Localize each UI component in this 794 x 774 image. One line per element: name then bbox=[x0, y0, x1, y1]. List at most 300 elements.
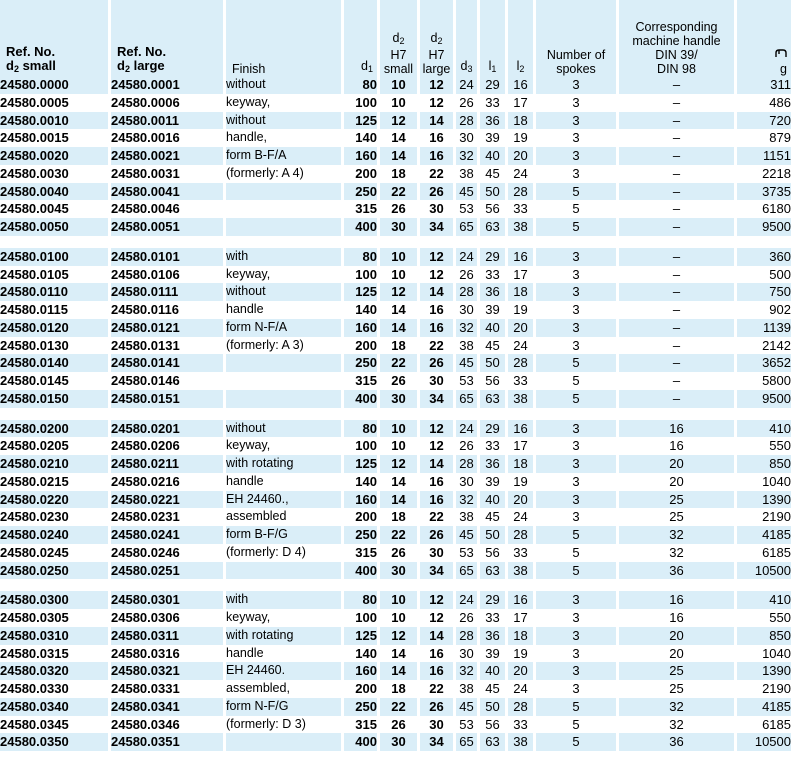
cell-machine-handle: – bbox=[619, 165, 734, 183]
cell-machine-handle: – bbox=[619, 147, 734, 165]
cell-l1: 39 bbox=[480, 129, 505, 147]
cell-ref-small: 24580.0110 bbox=[0, 283, 108, 301]
cell-weight: 311 bbox=[737, 76, 791, 94]
cell-ref-small: 24580.0120 bbox=[0, 319, 108, 337]
cell-ref-large: 24580.0201 bbox=[111, 420, 223, 438]
cell-weight: 9500 bbox=[737, 218, 791, 236]
cell-spokes: 3 bbox=[536, 266, 616, 284]
cell-weight: 550 bbox=[737, 437, 791, 455]
separator-cell bbox=[508, 236, 533, 248]
separator-cell bbox=[420, 579, 453, 591]
cell-machine-handle: 36 bbox=[619, 733, 734, 751]
cell-weight: 360 bbox=[737, 248, 791, 266]
cell-l2: 38 bbox=[508, 390, 533, 408]
cell-l2: 19 bbox=[508, 301, 533, 319]
cell-d3: 38 bbox=[456, 165, 477, 183]
cell-spokes: 5 bbox=[536, 698, 616, 716]
cell-weight: 6185 bbox=[737, 544, 791, 562]
cell-d2-small: 22 bbox=[380, 183, 417, 201]
weight-icon bbox=[775, 48, 787, 62]
cell-ref-large: 24580.0116 bbox=[111, 301, 223, 319]
col-d2-small: $d_2$ H7 small bbox=[380, 0, 417, 76]
cell-d1: 250 bbox=[344, 183, 377, 201]
cell-d2-small: 12 bbox=[380, 455, 417, 473]
cell-l2: 33 bbox=[508, 200, 533, 218]
cell-finish: assembled, bbox=[226, 680, 341, 698]
cell-machine-handle: – bbox=[619, 301, 734, 319]
cell-d1: 80 bbox=[344, 76, 377, 94]
cell-spokes: 3 bbox=[536, 627, 616, 645]
cell-machine-handle: 25 bbox=[619, 680, 734, 698]
cell-finish bbox=[226, 218, 341, 236]
cell-d2-small: 26 bbox=[380, 200, 417, 218]
cell-l1: 63 bbox=[480, 390, 505, 408]
table-row bbox=[0, 319, 791, 337]
cell-ref-large: 24580.0246 bbox=[111, 544, 223, 562]
cell-d2-large: 16 bbox=[420, 662, 453, 680]
cell-d2-small: 30 bbox=[380, 218, 417, 236]
cell-d3: 32 bbox=[456, 319, 477, 337]
cell-finish: (formerly: A 4) bbox=[226, 165, 341, 183]
cell-ref-small: 24580.0245 bbox=[0, 544, 108, 562]
table-row bbox=[0, 283, 791, 301]
cell-d2-large: 16 bbox=[420, 129, 453, 147]
separator-cell bbox=[344, 236, 377, 248]
separator-cell bbox=[226, 408, 341, 420]
cell-d3: 28 bbox=[456, 627, 477, 645]
cell-d3: 26 bbox=[456, 266, 477, 284]
table-row bbox=[0, 266, 791, 284]
separator-cell bbox=[508, 408, 533, 420]
cell-d1: 125 bbox=[344, 455, 377, 473]
cell-spokes: 3 bbox=[536, 455, 616, 473]
cell-spokes: 5 bbox=[536, 544, 616, 562]
cell-weight: 550 bbox=[737, 609, 791, 627]
col-weight: g bbox=[737, 0, 791, 76]
cell-ref-large: 24580.0321 bbox=[111, 662, 223, 680]
cell-l1: 63 bbox=[480, 733, 505, 751]
cell-d1: 100 bbox=[344, 609, 377, 627]
cell-ref-small: 24580.0045 bbox=[0, 200, 108, 218]
cell-l2: 17 bbox=[508, 266, 533, 284]
cell-d3: 65 bbox=[456, 562, 477, 580]
cell-l1: 50 bbox=[480, 526, 505, 544]
cell-machine-handle: – bbox=[619, 266, 734, 284]
cell-weight: 1139 bbox=[737, 319, 791, 337]
cell-spokes: 3 bbox=[536, 94, 616, 112]
cell-spokes: 3 bbox=[536, 112, 616, 130]
cell-machine-handle: – bbox=[619, 354, 734, 372]
cell-finish: handle bbox=[226, 473, 341, 491]
cell-machine-handle: 16 bbox=[619, 420, 734, 438]
separator-cell bbox=[420, 236, 453, 248]
cell-d2-small: 22 bbox=[380, 354, 417, 372]
separator-cell bbox=[420, 408, 453, 420]
cell-finish: (formerly: D 3) bbox=[226, 716, 341, 734]
separator-cell bbox=[536, 579, 616, 591]
separator-cell bbox=[111, 579, 223, 591]
cell-finish: without bbox=[226, 112, 341, 130]
cell-d2-large: 22 bbox=[420, 165, 453, 183]
cell-machine-handle: 20 bbox=[619, 455, 734, 473]
cell-ref-large: 24580.0021 bbox=[111, 147, 223, 165]
cell-finish: handle bbox=[226, 301, 341, 319]
cell-spokes: 3 bbox=[536, 437, 616, 455]
cell-l1: 40 bbox=[480, 319, 505, 337]
cell-weight: 410 bbox=[737, 591, 791, 609]
cell-finish: assembled bbox=[226, 508, 341, 526]
cell-finish: form N-F/A bbox=[226, 319, 341, 337]
table-row bbox=[0, 680, 791, 698]
cell-weight: 902 bbox=[737, 301, 791, 319]
cell-machine-handle: – bbox=[619, 283, 734, 301]
cell-d1: 315 bbox=[344, 200, 377, 218]
cell-ref-small: 24580.0050 bbox=[0, 218, 108, 236]
cell-d2-large: 12 bbox=[420, 437, 453, 455]
cell-machine-handle: 16 bbox=[619, 609, 734, 627]
cell-d2-large: 14 bbox=[420, 112, 453, 130]
cell-l2: 38 bbox=[508, 218, 533, 236]
cell-d1: 80 bbox=[344, 420, 377, 438]
cell-finish: handle bbox=[226, 645, 341, 663]
cell-ref-large: 24580.0231 bbox=[111, 508, 223, 526]
cell-d1: 125 bbox=[344, 112, 377, 130]
cell-finish bbox=[226, 390, 341, 408]
cell-l1: 36 bbox=[480, 455, 505, 473]
cell-ref-large: 24580.0111 bbox=[111, 283, 223, 301]
cell-ref-large: 24580.0131 bbox=[111, 337, 223, 355]
cell-d2-large: 16 bbox=[420, 147, 453, 165]
cell-finish bbox=[226, 200, 341, 218]
cell-l2: 16 bbox=[508, 591, 533, 609]
cell-l2: 17 bbox=[508, 609, 533, 627]
cell-ref-large: 24580.0331 bbox=[111, 680, 223, 698]
separator-cell bbox=[344, 579, 377, 591]
col-d3: $d_3$ bbox=[456, 0, 477, 76]
cell-d2-small: 14 bbox=[380, 491, 417, 509]
table-row bbox=[0, 301, 791, 319]
cell-finish: keyway, bbox=[226, 266, 341, 284]
cell-ref-large: 24580.0006 bbox=[111, 94, 223, 112]
cell-ref-small: 24580.0310 bbox=[0, 627, 108, 645]
table-row bbox=[0, 733, 791, 751]
separator-cell bbox=[344, 408, 377, 420]
cell-ref-small: 24580.0015 bbox=[0, 129, 108, 147]
table-row bbox=[0, 112, 791, 130]
cell-d3: 45 bbox=[456, 698, 477, 716]
cell-d2-small: 14 bbox=[380, 319, 417, 337]
cell-d2-small: 10 bbox=[380, 609, 417, 627]
cell-finish: without bbox=[226, 76, 341, 94]
cell-l2: 24 bbox=[508, 165, 533, 183]
cell-d2-small: 18 bbox=[380, 680, 417, 698]
cell-ref-small: 24580.0150 bbox=[0, 390, 108, 408]
table-row bbox=[0, 354, 791, 372]
cell-ref-small: 24580.0350 bbox=[0, 733, 108, 751]
cell-ref-large: 24580.0031 bbox=[111, 165, 223, 183]
cell-l2: 28 bbox=[508, 354, 533, 372]
cell-ref-large: 24580.0151 bbox=[111, 390, 223, 408]
col-d2-large: $d_2$ H7 large bbox=[420, 0, 453, 76]
table-row bbox=[0, 76, 791, 94]
cell-weight: 1151 bbox=[737, 147, 791, 165]
cell-d3: 38 bbox=[456, 680, 477, 698]
cell-finish: EH 24460., bbox=[226, 491, 341, 509]
cell-ref-small: 24580.0315 bbox=[0, 645, 108, 663]
cell-ref-small: 24580.0220 bbox=[0, 491, 108, 509]
cell-finish: with rotating bbox=[226, 627, 341, 645]
cell-machine-handle: 32 bbox=[619, 716, 734, 734]
table-row bbox=[0, 200, 791, 218]
cell-l2: 17 bbox=[508, 94, 533, 112]
cell-machine-handle: – bbox=[619, 337, 734, 355]
cell-ref-large: 24580.0306 bbox=[111, 609, 223, 627]
table-row bbox=[0, 491, 791, 509]
cell-ref-small: 24580.0010 bbox=[0, 112, 108, 130]
cell-ref-large: 24580.0346 bbox=[111, 716, 223, 734]
cell-l2: 38 bbox=[508, 562, 533, 580]
cell-l2: 20 bbox=[508, 491, 533, 509]
cell-d2-small: 30 bbox=[380, 390, 417, 408]
cell-ref-small: 24580.0330 bbox=[0, 680, 108, 698]
table-row bbox=[0, 455, 791, 473]
cell-d1: 400 bbox=[344, 733, 377, 751]
cell-l1: 33 bbox=[480, 266, 505, 284]
cell-spokes: 5 bbox=[536, 716, 616, 734]
cell-weight: 4185 bbox=[737, 526, 791, 544]
cell-d3: 53 bbox=[456, 716, 477, 734]
separator-cell bbox=[536, 408, 616, 420]
cell-finish: form B-F/G bbox=[226, 526, 341, 544]
cell-d2-large: 26 bbox=[420, 526, 453, 544]
cell-d2-small: 12 bbox=[380, 112, 417, 130]
cell-weight: 410 bbox=[737, 420, 791, 438]
table-row bbox=[0, 562, 791, 580]
cell-d3: 24 bbox=[456, 420, 477, 438]
cell-d2-small: 30 bbox=[380, 562, 417, 580]
cell-d1: 200 bbox=[344, 508, 377, 526]
cell-ref-small: 24580.0240 bbox=[0, 526, 108, 544]
table-row bbox=[0, 526, 791, 544]
separator-cell bbox=[619, 579, 734, 591]
cell-d1: 160 bbox=[344, 147, 377, 165]
cell-ref-small: 24580.0005 bbox=[0, 94, 108, 112]
cell-l1: 56 bbox=[480, 372, 505, 390]
cell-l2: 18 bbox=[508, 283, 533, 301]
cell-d1: 200 bbox=[344, 680, 377, 698]
cell-d3: 30 bbox=[456, 301, 477, 319]
separator-cell bbox=[619, 408, 734, 420]
cell-spokes: 3 bbox=[536, 248, 616, 266]
cell-d2-small: 10 bbox=[380, 266, 417, 284]
cell-d3: 30 bbox=[456, 129, 477, 147]
cell-l2: 20 bbox=[508, 662, 533, 680]
cell-spokes: 3 bbox=[536, 473, 616, 491]
cell-d2-small: 26 bbox=[380, 716, 417, 734]
cell-d2-small: 26 bbox=[380, 544, 417, 562]
cell-d2-large: 26 bbox=[420, 698, 453, 716]
separator-cell bbox=[226, 236, 341, 248]
cell-l1: 56 bbox=[480, 716, 505, 734]
cell-weight: 6180 bbox=[737, 200, 791, 218]
cell-ref-large: 24580.0141 bbox=[111, 354, 223, 372]
separator-cell bbox=[480, 236, 505, 248]
cell-ref-small: 24580.0215 bbox=[0, 473, 108, 491]
cell-l1: 50 bbox=[480, 183, 505, 201]
cell-d3: 65 bbox=[456, 733, 477, 751]
cell-ref-large: 24580.0106 bbox=[111, 266, 223, 284]
cell-spokes: 5 bbox=[536, 390, 616, 408]
table-row bbox=[0, 473, 791, 491]
cell-d2-large: 30 bbox=[420, 544, 453, 562]
cell-l1: 40 bbox=[480, 147, 505, 165]
cell-spokes: 5 bbox=[536, 526, 616, 544]
cell-l2: 16 bbox=[508, 76, 533, 94]
cell-spokes: 3 bbox=[536, 319, 616, 337]
separator-cell bbox=[111, 236, 223, 248]
cell-d3: 24 bbox=[456, 591, 477, 609]
table-row bbox=[0, 390, 791, 408]
cell-ref-small: 24580.0210 bbox=[0, 455, 108, 473]
cell-ref-large: 24580.0146 bbox=[111, 372, 223, 390]
cell-d2-small: 18 bbox=[380, 337, 417, 355]
table-row bbox=[0, 698, 791, 716]
cell-l1: 29 bbox=[480, 591, 505, 609]
cell-d1: 160 bbox=[344, 491, 377, 509]
cell-ref-small: 24580.0040 bbox=[0, 183, 108, 201]
cell-finish: form B-F/A bbox=[226, 147, 341, 165]
cell-l2: 16 bbox=[508, 248, 533, 266]
cell-d3: 32 bbox=[456, 662, 477, 680]
cell-d2-small: 18 bbox=[380, 508, 417, 526]
table-row bbox=[0, 337, 791, 355]
separator-cell bbox=[380, 579, 417, 591]
cell-ref-small: 24580.0000 bbox=[0, 76, 108, 94]
cell-weight: 2218 bbox=[737, 165, 791, 183]
cell-d2-large: 16 bbox=[420, 319, 453, 337]
cell-weight: 2190 bbox=[737, 508, 791, 526]
cell-d2-large: 12 bbox=[420, 591, 453, 609]
cell-l1: 36 bbox=[480, 112, 505, 130]
cell-spokes: 3 bbox=[536, 662, 616, 680]
separator-cell bbox=[480, 408, 505, 420]
cell-weight: 850 bbox=[737, 455, 791, 473]
cell-machine-handle: 20 bbox=[619, 473, 734, 491]
cell-machine-handle: 20 bbox=[619, 627, 734, 645]
table-row bbox=[0, 129, 791, 147]
cell-d1: 125 bbox=[344, 627, 377, 645]
table-row bbox=[0, 627, 791, 645]
cell-d2-small: 12 bbox=[380, 627, 417, 645]
cell-l2: 18 bbox=[508, 455, 533, 473]
cell-weight: 850 bbox=[737, 627, 791, 645]
table-row bbox=[0, 147, 791, 165]
cell-l2: 18 bbox=[508, 627, 533, 645]
cell-l2: 33 bbox=[508, 544, 533, 562]
cell-machine-handle: – bbox=[619, 319, 734, 337]
cell-d2-large: 12 bbox=[420, 248, 453, 266]
cell-d1: 125 bbox=[344, 283, 377, 301]
table-row bbox=[0, 94, 791, 112]
table-row bbox=[0, 716, 791, 734]
cell-l1: 33 bbox=[480, 609, 505, 627]
table-row bbox=[0, 248, 791, 266]
cell-l2: 19 bbox=[508, 473, 533, 491]
cell-d2-large: 16 bbox=[420, 491, 453, 509]
separator-cell bbox=[456, 408, 477, 420]
cell-d1: 200 bbox=[344, 337, 377, 355]
cell-d1: 315 bbox=[344, 716, 377, 734]
cell-ref-small: 24580.0300 bbox=[0, 591, 108, 609]
cell-ref-large: 24580.0206 bbox=[111, 437, 223, 455]
group-separator bbox=[0, 236, 791, 248]
cell-ref-large: 24580.0216 bbox=[111, 473, 223, 491]
cell-d2-large: 14 bbox=[420, 283, 453, 301]
cell-l2: 24 bbox=[508, 337, 533, 355]
cell-l2: 20 bbox=[508, 319, 533, 337]
cell-d2-large: 14 bbox=[420, 627, 453, 645]
cell-d3: 24 bbox=[456, 76, 477, 94]
cell-weight: 5800 bbox=[737, 372, 791, 390]
cell-weight: 10500 bbox=[737, 562, 791, 580]
cell-d2-large: 30 bbox=[420, 716, 453, 734]
cell-d1: 80 bbox=[344, 248, 377, 266]
cell-weight: 3735 bbox=[737, 183, 791, 201]
cell-d2-small: 14 bbox=[380, 129, 417, 147]
col-l1: $l_1$ bbox=[480, 0, 505, 76]
cell-l1: 45 bbox=[480, 337, 505, 355]
table-row bbox=[0, 544, 791, 562]
cell-ref-large: 24580.0341 bbox=[111, 698, 223, 716]
cell-d3: 28 bbox=[456, 112, 477, 130]
separator-cell bbox=[456, 579, 477, 591]
cell-ref-small: 24580.0030 bbox=[0, 165, 108, 183]
cell-d1: 250 bbox=[344, 526, 377, 544]
cell-machine-handle: – bbox=[619, 129, 734, 147]
cell-finish: handle, bbox=[226, 129, 341, 147]
cell-l2: 33 bbox=[508, 716, 533, 734]
cell-finish: keyway, bbox=[226, 437, 341, 455]
cell-machine-handle: – bbox=[619, 94, 734, 112]
group-separator bbox=[0, 408, 791, 420]
cell-d1: 140 bbox=[344, 645, 377, 663]
cell-l1: 39 bbox=[480, 473, 505, 491]
cell-d3: 38 bbox=[456, 337, 477, 355]
cell-d3: 65 bbox=[456, 218, 477, 236]
cell-machine-handle: – bbox=[619, 372, 734, 390]
cell-d1: 160 bbox=[344, 662, 377, 680]
col-spokes: Number of spokes bbox=[536, 0, 616, 76]
cell-l2: 20 bbox=[508, 147, 533, 165]
cell-d3: 45 bbox=[456, 526, 477, 544]
cell-ref-large: 24580.0351 bbox=[111, 733, 223, 751]
separator-cell bbox=[0, 579, 108, 591]
table-row bbox=[0, 645, 791, 663]
cell-l2: 33 bbox=[508, 372, 533, 390]
cell-l1: 33 bbox=[480, 437, 505, 455]
table-row bbox=[0, 165, 791, 183]
cell-l1: 29 bbox=[480, 76, 505, 94]
cell-l2: 16 bbox=[508, 420, 533, 438]
cell-finish: keyway, bbox=[226, 94, 341, 112]
cell-weight: 2142 bbox=[737, 337, 791, 355]
cell-spokes: 5 bbox=[536, 354, 616, 372]
cell-d3: 65 bbox=[456, 390, 477, 408]
cell-finish bbox=[226, 372, 341, 390]
cell-d2-small: 30 bbox=[380, 733, 417, 751]
cell-machine-handle: 36 bbox=[619, 562, 734, 580]
cell-d3: 53 bbox=[456, 372, 477, 390]
